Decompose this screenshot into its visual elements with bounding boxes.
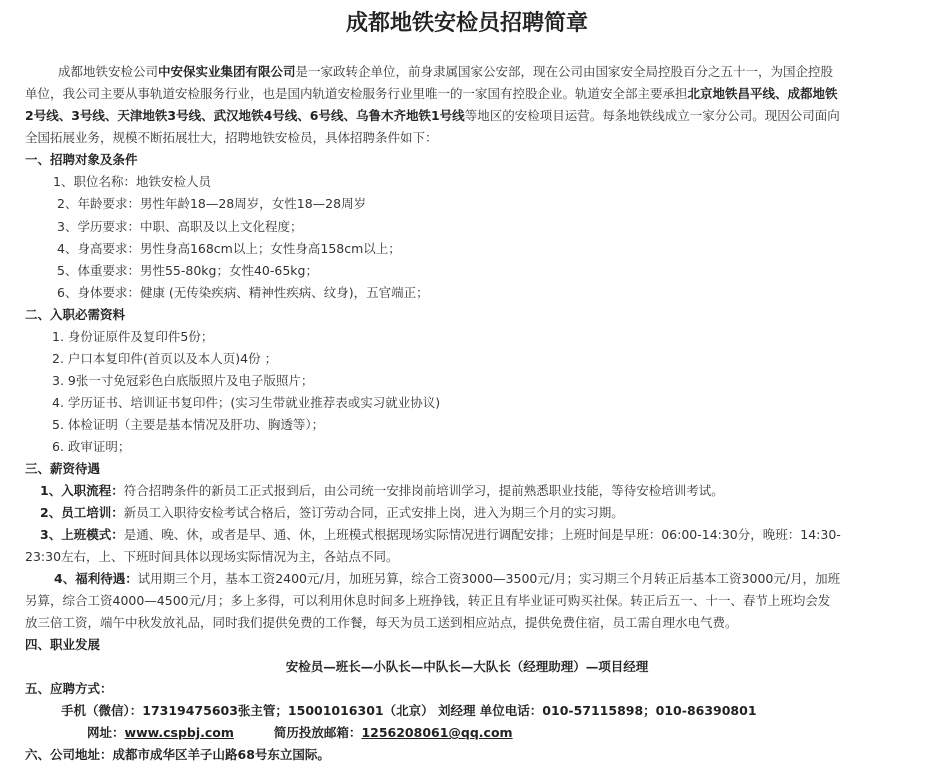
- salary-item-benefits-cont: 放三倍工资，端午中秋发放礼品，同时我们提供免费的工作餐，每天为员工送到相应站点，提供免费住宿，员工需自理水电气费。: [25, 615, 738, 630]
- document-item: 5. 体检证明（主要是基本情况及肝功、胸透等）；: [52, 417, 325, 432]
- item-text: 符合招聘条件的新员工正式报到后，由公司统一安排岗前培训学习，提前熟悉职业技能，等待安检培训考试。: [123, 483, 724, 498]
- salary-item-onboarding: [40, 481, 724, 501]
- intro-line-2: [25, 84, 838, 104]
- item-text: 试用期三个月，基本工资2400元/月，加班另算，综合工资3000—3500元/月；实习期三个月转正后基本工资3000元/月，加班: [137, 571, 841, 586]
- intro-line-3: [25, 106, 840, 126]
- intro-text: 成都地铁安检公司: [58, 64, 159, 79]
- intro-text: 单位，我公司主要从事轨道安检服务行业，也是国内轨道安检服务行业里唯一的一家国有控股企业。轨道安全部主要承担: [25, 86, 688, 101]
- salary-item-shift-cont: 23:30左右，上、下班时间具体以现场实际情况为主，各站点不同。: [25, 549, 399, 564]
- condition-item: 6、身体要求：健康 (无传染疾病、精神性疾病、纹身)，五官端正；: [57, 285, 429, 300]
- item-text: 是通、晚、休，或者是早、通、休，上班模式根据现场实际情况进行调配安排；上班时间是早班：06:00-14:30分，晚班：14:30-: [123, 527, 841, 542]
- section-heading-documents: 二、入职必需资料: [25, 307, 126, 322]
- intro-line-4: 全国拓展业务，规模不断拓展壮大，招聘地铁安检员，具体招聘条件如下：: [25, 130, 438, 145]
- intro-text: 是一家政转企单位，前身隶属国家公安部，现在公司由国家安全局控股百分之五十一，为国企控股: [295, 64, 834, 79]
- company-name: 中安保实业集团有限公司: [158, 64, 296, 79]
- condition-item: 2、年龄要求：男性年龄18—28周岁，女性18—28周岁: [57, 196, 367, 211]
- document-item: 3. 9张一寸免冠彩色白底版照片及电子版照片；: [52, 373, 314, 388]
- metro-lines-text: 2号线、3号线、天津地铁3号线、武汉地铁4号线、6号线、乌鲁木齐地铁1号线: [25, 108, 465, 123]
- intro-text: 等地区的安检项目运营。每条地铁线成立一家分公司。现因公司面向: [464, 108, 840, 123]
- section-heading-recruitment: 一、招聘对象及条件: [25, 152, 138, 167]
- website-link[interactable]: www.cspbj.com: [124, 725, 234, 740]
- address-row: [25, 745, 330, 765]
- contact-phone: 手机（微信）：17319475603张主管；15001016301（北京） 刘经理 单位电话：010-57115898；010-86390801: [61, 703, 757, 718]
- item-label: 1、入职流程：: [40, 483, 124, 498]
- salary-item-benefits-cont: 另算，综合工资4000—4500元/月；多上多得，可以利用休息时间多上班挣钱，转正且有毕业证可购买社保。转正后五一、十一、春节上班均会发: [25, 593, 831, 608]
- section-heading-address: 六、公司地址：: [25, 747, 113, 762]
- document-item: 6. 政审证明；: [52, 439, 131, 454]
- salary-item-benefits: [54, 569, 840, 589]
- document-item: 4. 学历证书、培训证书复印件；(实习生带就业推荐表或实习就业协议): [52, 395, 441, 410]
- section-heading-career: 四、职业发展: [25, 637, 101, 652]
- item-label: 2、员工培训：: [40, 505, 124, 520]
- page-title: 成都地铁安检员招聘简章: [345, 11, 588, 36]
- salary-item-training: [40, 503, 624, 523]
- intro-line-1: [58, 62, 833, 82]
- section-heading-apply: 五、应聘方式：: [25, 681, 113, 696]
- document-item: 1. 身份证原件及复印件5份；: [52, 329, 214, 344]
- web-label: 网址：: [87, 725, 125, 740]
- condition-item: 3、学历要求：中职、高职及以上文化程度；: [57, 219, 303, 234]
- item-text: 新员工入职待安检考试合格后，签订劳动合同，正式安排上岗，进入为期三个月的实习期。: [123, 505, 624, 520]
- section-heading-salary: 三、薪资待遇: [25, 461, 101, 476]
- company-address: 成都市成华区羊子山路68号东立国际。: [112, 747, 330, 762]
- condition-item: 1、职位名称：地铁安检人员: [53, 174, 211, 189]
- salary-item-shift: [40, 525, 841, 545]
- condition-item: 4、身高要求：男性身高168cm以上；女性身高158cm以上；: [57, 241, 401, 256]
- condition-item: 5、体重要求：男性55-80kg；女性40-65kg；: [57, 263, 318, 278]
- email-label: 简历投放邮箱：: [273, 725, 362, 740]
- item-label: 3、上班模式：: [40, 527, 124, 542]
- metro-lines-text: 北京地铁昌平线、成都地铁: [687, 86, 838, 101]
- career-path: 安检员—班长—小队长—中队长—大队长（经理助理）—项目经理: [285, 659, 649, 674]
- contact-web-row: [87, 723, 513, 743]
- email-link[interactable]: 1256208061@qq.com: [361, 725, 513, 740]
- item-label: 4、福利待遇：: [54, 571, 138, 586]
- document-item: 2. 户口本复印件(首页以及本人页)4份 ；: [52, 351, 278, 366]
